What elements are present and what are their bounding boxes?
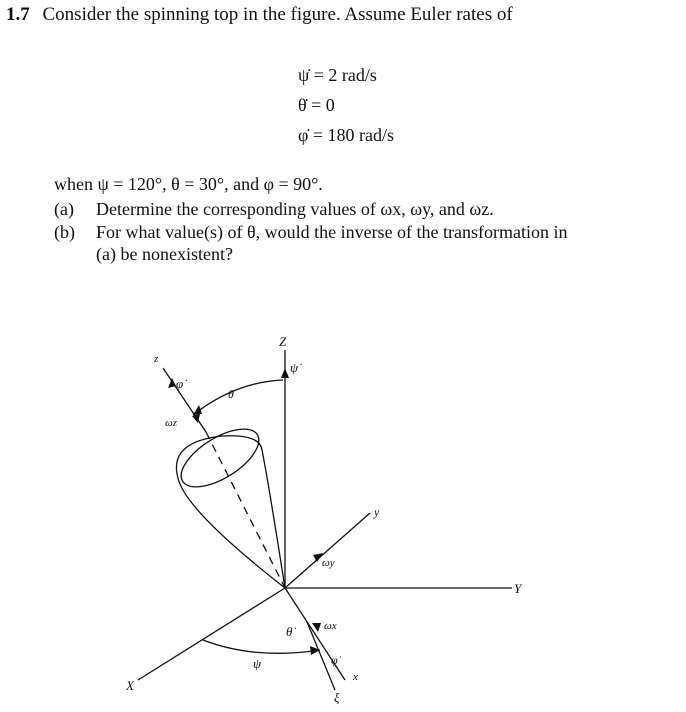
label-X: X bbox=[126, 678, 134, 693]
top-body bbox=[176, 436, 285, 588]
y-axis bbox=[285, 513, 370, 588]
equation-psi-dot: ψ̇ = 2 rad/s bbox=[298, 65, 377, 85]
part-a-tag: (a) bbox=[54, 199, 74, 219]
label-Y: Y bbox=[514, 581, 522, 596]
label-theta-dot: θ̇ bbox=[286, 624, 293, 639]
label-omega-x: ωx bbox=[324, 620, 337, 632]
theta-arc bbox=[193, 380, 283, 415]
problem-header bbox=[6, 4, 513, 26]
label-x: x bbox=[353, 671, 358, 683]
problem-number: 1.7 bbox=[6, 4, 30, 25]
spinning-top-figure bbox=[0, 300, 686, 712]
label-theta: θ bbox=[228, 387, 234, 401]
problem-conditions: when ψ = 120°, θ = 30°, and φ = 90°. bbox=[54, 174, 323, 194]
part-b bbox=[54, 222, 568, 243]
label-z: z bbox=[154, 353, 159, 365]
label-phi-dot: φ̇ bbox=[176, 376, 184, 391]
label-phi-dot-lower: φ̇ bbox=[331, 653, 338, 667]
part-b-tag: (b) bbox=[54, 222, 75, 242]
euler-rate-equations bbox=[298, 60, 394, 150]
problem-intro: Consider the spinning top in the figure. Assume Euler rates of bbox=[42, 4, 513, 25]
theta-arc-arrowhead bbox=[193, 405, 202, 415]
psi-arc-arrowhead bbox=[310, 646, 320, 655]
label-y: y bbox=[374, 505, 380, 519]
part-a-text: Determine the corresponding values of ωx, ωy, and ωz. bbox=[96, 199, 494, 219]
psi-dot-arrowhead bbox=[281, 368, 289, 378]
equation-phi-dot: φ̇ = 180 rad/s bbox=[298, 125, 395, 145]
label-omega-z: ωz bbox=[165, 417, 178, 429]
X-axis bbox=[138, 588, 285, 680]
part-b-continuation: (a) be nonexistent? bbox=[96, 244, 233, 264]
label-xi: ξ bbox=[334, 690, 340, 705]
label-psi-dot: ψ̇ bbox=[290, 360, 299, 375]
psi-arc bbox=[203, 640, 320, 653]
equation-theta-dot: θ̇ = 0 bbox=[298, 95, 335, 115]
part-b-text: For what value(s) of θ, would the inverse of the transformation in bbox=[96, 222, 568, 242]
label-psi: ψ bbox=[253, 656, 262, 671]
top-rim bbox=[172, 418, 268, 499]
z-axis-dashed bbox=[206, 432, 285, 588]
label-Z: Z bbox=[279, 334, 287, 349]
part-a bbox=[54, 199, 494, 220]
label-omega-y: ωy bbox=[322, 557, 335, 569]
